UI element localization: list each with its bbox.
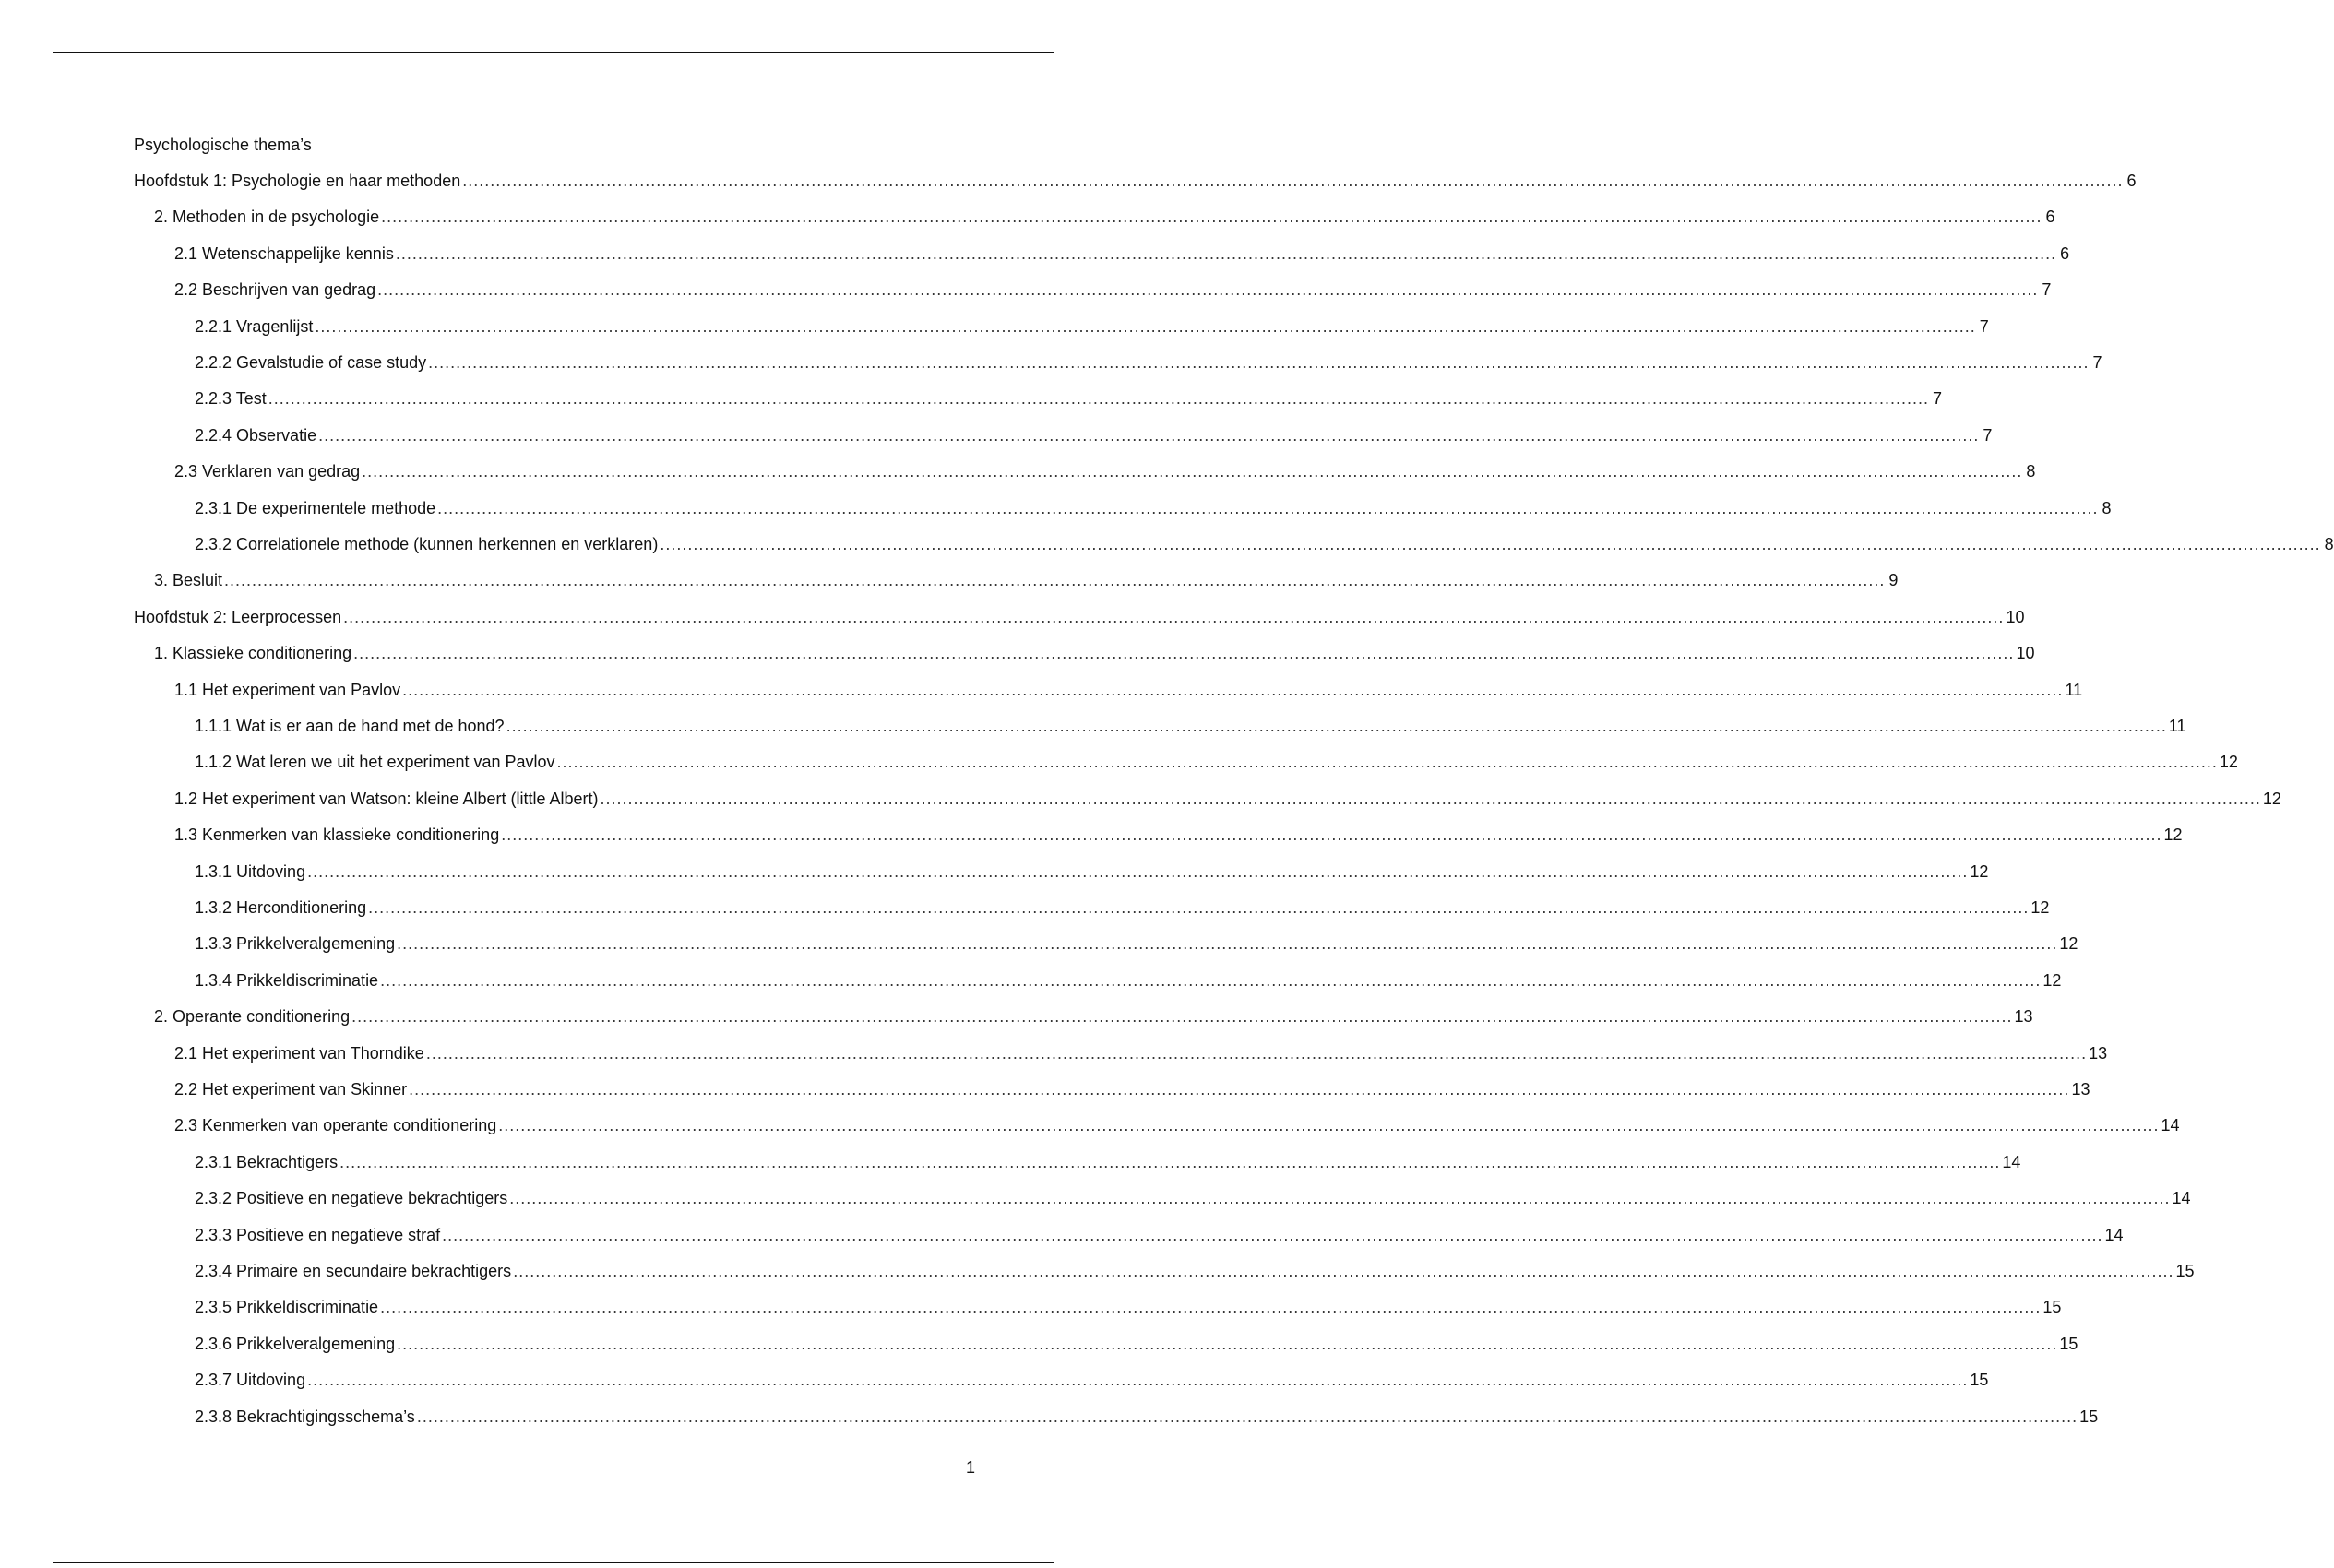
toc-entry-label: 2.2 Het experiment van Skinner [174,1080,408,1099]
toc-entry-label: 2.3.5 Prikkeldiscriminatie [195,1298,379,1317]
toc-dot-leader: ............................................................................................................................................................................................................................................................................................................ [509,1189,2171,1208]
toc-dot-leader: ............................................................................................................................................................................................................................................................................................................ [368,898,2030,917]
toc-entry-label: 2.3.4 Primaire en secundaire bekrachtigers [195,1262,512,1280]
toc-dot-leader: ............................................................................................................................................................................................................................................................................................................ [318,425,1980,445]
toc-entry-page: 7 [1979,316,1989,336]
toc-entry-label: 1.3.3 Prikkelveralgemening [195,934,396,954]
toc-entry-label: 2.1 Het experiment van Thorndike [174,1043,424,1063]
toc-dot-leader: ............................................................................................................................................................................................................................................................................................................ [442,1225,2103,1244]
page-number: 1 [965,1458,975,1477]
toc-dot-leader: ............................................................................................................................................................................................................................................................................................................ [402,680,2064,699]
toc-entry[interactable] [0,207,2055,231]
toc-entry-label: 2.3.1 De experimentele methode [195,498,436,517]
toc-entry-page: 7 [1933,389,1943,409]
toc-entry-label: 2. Operante conditionering [154,1007,351,1027]
toc-entry-page: 13 [2071,1080,2090,1099]
toc-dot-leader: ............................................................................................................................................................................................................................................................................................................ [362,462,2023,481]
toc-entry-label: 2.2 Beschrijven van gedrag [174,280,376,300]
toc-dot-leader: ............................................................................................................................................................................................................................................................................................................ [397,934,2058,954]
toc-entry-label: 2. Methoden in de psychologie [154,208,380,227]
toc-entry-page: 7 [2042,280,2052,300]
toc-entry-label: 2.3.1 Bekrachtigers [195,1152,339,1171]
toc-entry-label: 1.1.1 Wat is er aan de hand met de hond? [195,717,505,735]
toc-dot-leader: ............................................................................................................................................................................................................................................................................................................ [268,389,1930,409]
toc-dot-leader: ............................................................................................................................................................................................................................................................................................................ [428,353,2090,372]
toc-dot-leader: ............................................................................................................................................................................................................................................................................................................ [353,644,2015,663]
toc-entry[interactable] [0,461,2036,485]
toc-entry-label: 2.2.3 Test [195,389,267,409]
toc-entry-label: 2.2.1 Vragenlijst [195,316,314,336]
toc-entry-page: 15 [2059,1334,2078,1353]
toc-entry-page: 8 [2102,498,2112,517]
toc-entry-label: 2.3.7 Uitdoving [195,1371,306,1390]
toc-entry-label: 1.1 Het experiment van Pavlov [174,680,401,699]
toc-entry-label: 1.3.1 Uitdoving [195,861,306,881]
toc-entry-page: 12 [2262,789,2281,808]
toc-dot-leader: ............................................................................................................................................................................................................................................................................................................ [339,1152,2001,1171]
toc-entry-page: 12 [2163,826,2183,845]
toc-entry-page: 9 [1888,571,1899,590]
toc-entry[interactable] [0,1261,2195,1285]
toc-entry[interactable] [0,1297,2062,1321]
toc-dot-leader: ............................................................................................................................................................................................................................................................................................................ [501,826,2162,845]
toc-entry[interactable] [0,1079,2090,1103]
toc-entry[interactable] [0,1334,2078,1358]
toc-dot-leader: ............................................................................................................................................................................................................................................................................................................ [395,244,2057,263]
toc-dot-leader: ............................................................................................................................................................................................................................................................................................................ [660,535,2321,553]
toc-entry-label: 1.3 Kenmerken van klassieke conditionering [174,826,500,845]
toc-dot-leader: ............................................................................................................................................................................................................................................................................................................ [556,753,2218,772]
toc-entry-page: 7 [1983,425,1993,445]
toc-entry-label: 1.1.2 Wat leren we uit het experiment van Pavlov [195,753,555,772]
toc-entry-page: 10 [2006,607,2025,626]
toc-entry-label: 2.3.2 Correlationele methode (kunnen herkennen en verklaren) [195,535,659,553]
toc-entry-label: 2.3.6 Prikkelveralgemening [195,1334,396,1353]
toc-entry-page: 6 [2045,208,2055,227]
toc-entry-label: 2.1 Wetenschappelijke kennis [174,244,394,263]
toc-entry[interactable] [0,1370,1989,1394]
toc-entry[interactable] [0,789,2281,813]
toc-entry-label: 2.3.3 Positieve en negatieve straf [195,1225,441,1244]
toc-entry-label: 1.3.4 Prikkeldiscriminatie [195,970,379,990]
toc-entry-label: 2.2.2 Gevalstudie of case study [195,353,427,372]
toc-entry[interactable] [0,570,1899,594]
toc-entry-page: 7 [2092,353,2102,372]
toc-entry-page: 8 [2026,462,2036,481]
toc-dot-leader: ............................................................................................................................................................................................................................................................................................................ [380,1298,2042,1317]
toc-entry[interactable] [0,933,2078,957]
toc-entry-label: 1.2 Het experiment van Watson: kleine Albert (little Albert) [174,789,599,808]
toc-dot-leader: ............................................................................................................................................................................................................................................................................................................ [307,1371,1969,1390]
toc-entry-page: 12 [2059,934,2078,954]
document-title: Psychologische thema’s [134,136,312,154]
toc-entry[interactable] [0,279,2052,303]
toc-entry[interactable] [0,1115,2180,1139]
toc-entry-page: 13 [2089,1043,2108,1063]
toc-entry-page: 12 [2219,753,2238,772]
toc-entry-page: 6 [2126,172,2137,190]
toc-entry[interactable] [0,1006,2033,1030]
toc-dot-leader: ............................................................................................................................................................................................................................................................................................................ [513,1262,2174,1280]
toc-dot-leader: ............................................................................................................................................................................................................................................................................................................ [351,1007,2013,1027]
footer-rule [53,1562,1054,1563]
toc-entry-page: 13 [2014,1007,2033,1027]
toc-entry[interactable] [0,752,2238,776]
toc-entry[interactable] [0,680,2083,704]
toc-entry[interactable] [0,1043,2108,1067]
toc-dot-leader: ............................................................................................................................................................................................................................................................................................................ [506,717,2167,735]
toc-entry[interactable] [0,388,1943,412]
toc-entry-page: 15 [2042,1298,2062,1317]
header-rule [53,52,1054,53]
toc-entry[interactable] [0,825,2183,849]
toc-entry-label: 1.3.2 Herconditionering [195,898,367,917]
toc-entry-page: 12 [1970,861,1989,881]
toc-entry-label: 3. Besluit [154,571,223,590]
toc-entry[interactable] [0,1407,2099,1431]
toc-dot-leader: ............................................................................................................................................................................................................................................................................................................ [397,1334,2058,1353]
toc-entry-label: 2.3.8 Bekrachtigingsschema’s [195,1407,415,1426]
toc-entry[interactable] [0,498,2112,522]
toc-entry-page: 8 [2324,535,2334,553]
toc-entry-page: 11 [2168,717,2186,735]
toc-entry-label: 2.3 Verklaren van gedrag [174,462,361,481]
toc-entry-page: 14 [2161,1116,2180,1135]
toc-dot-leader: ............................................................................................................................................................................................................................................................................................................ [416,1407,2078,1426]
toc-entry-label: 2.3 Kenmerken van operante conditionering [174,1116,497,1135]
toc-dot-leader: ............................................................................................................................................................................................................................................................................................................ [381,208,2042,227]
toc-entry[interactable] [0,1152,2021,1176]
toc-entry-page: 10 [2016,644,2035,663]
toc-entry-label: Hoofdstuk 2: Leerprocessen [134,607,342,626]
toc-entry-page: 14 [2104,1225,2124,1244]
toc-dot-leader: ............................................................................................................................................................................................................................................................................................................ [377,280,2039,300]
toc-entry-page: 15 [1970,1371,1989,1390]
toc-dot-leader: ............................................................................................................................................................................................................................................................................................................ [437,498,2099,517]
toc-entry-label: Hoofdstuk 1: Psychologie en haar methoden [134,172,461,190]
toc-dot-leader: ............................................................................................................................................................................................................................................................................................................ [498,1116,2160,1135]
toc-dot-leader: ............................................................................................................................................................................................................................................................................................................ [380,970,2042,990]
toc-entry-label: 2.2.4 Observatie [195,425,317,445]
toc-entry-page: 6 [2060,244,2070,263]
toc-entry-page: 14 [2002,1152,2021,1171]
toc-entry-page: 12 [2042,970,2062,990]
toc-entry[interactable] [0,897,2050,921]
toc-entry-label: 2.3.2 Positieve en negatieve bekrachtigers [195,1189,508,1208]
toc-entry-page: 15 [2079,1407,2099,1426]
toc-entry-page: 15 [2175,1262,2195,1280]
toc-dot-leader: ............................................................................................................................................................................................................................................................................................................ [307,861,1969,881]
toc-entry[interactable] [0,171,2137,195]
toc-entry[interactable] [0,1188,2191,1212]
toc-entry[interactable] [0,1225,2124,1249]
toc-entry-label: 1. Klassieke conditionering [154,644,352,663]
toc-entry[interactable] [0,352,2102,376]
toc-entry[interactable] [0,643,2035,667]
toc-dot-leader: ............................................................................................................................................................................................................................................................................................................ [462,172,2124,190]
toc-entry[interactable] [0,716,2186,740]
toc-entry-page: 14 [2172,1189,2191,1208]
toc-entry[interactable] [0,861,1989,885]
toc-dot-leader: ............................................................................................................................................................................................................................................................................................................ [343,607,2005,626]
toc-entry[interactable] [0,970,2062,994]
toc-dot-leader: ............................................................................................................................................................................................................................................................................................................ [600,789,2261,808]
toc-entry[interactable] [0,607,2025,631]
toc-entry[interactable] [0,534,2334,558]
toc-dot-leader: ............................................................................................................................................................................................................................................................................................................ [315,316,1976,336]
toc-dot-leader: ............................................................................................................................................................................................................................................................................................................ [425,1043,2088,1063]
toc-dot-leader: ............................................................................................................................................................................................................................................................................................................ [409,1080,2070,1099]
toc-entry-page: 12 [2030,898,2050,917]
toc-entry[interactable] [0,244,2070,267]
toc-entry[interactable] [0,425,1993,449]
toc-entry-page: 11 [2065,680,2083,699]
toc-entry[interactable] [0,316,1989,340]
toc-dot-leader: ............................................................................................................................................................................................................................................................................................................ [224,571,1886,590]
